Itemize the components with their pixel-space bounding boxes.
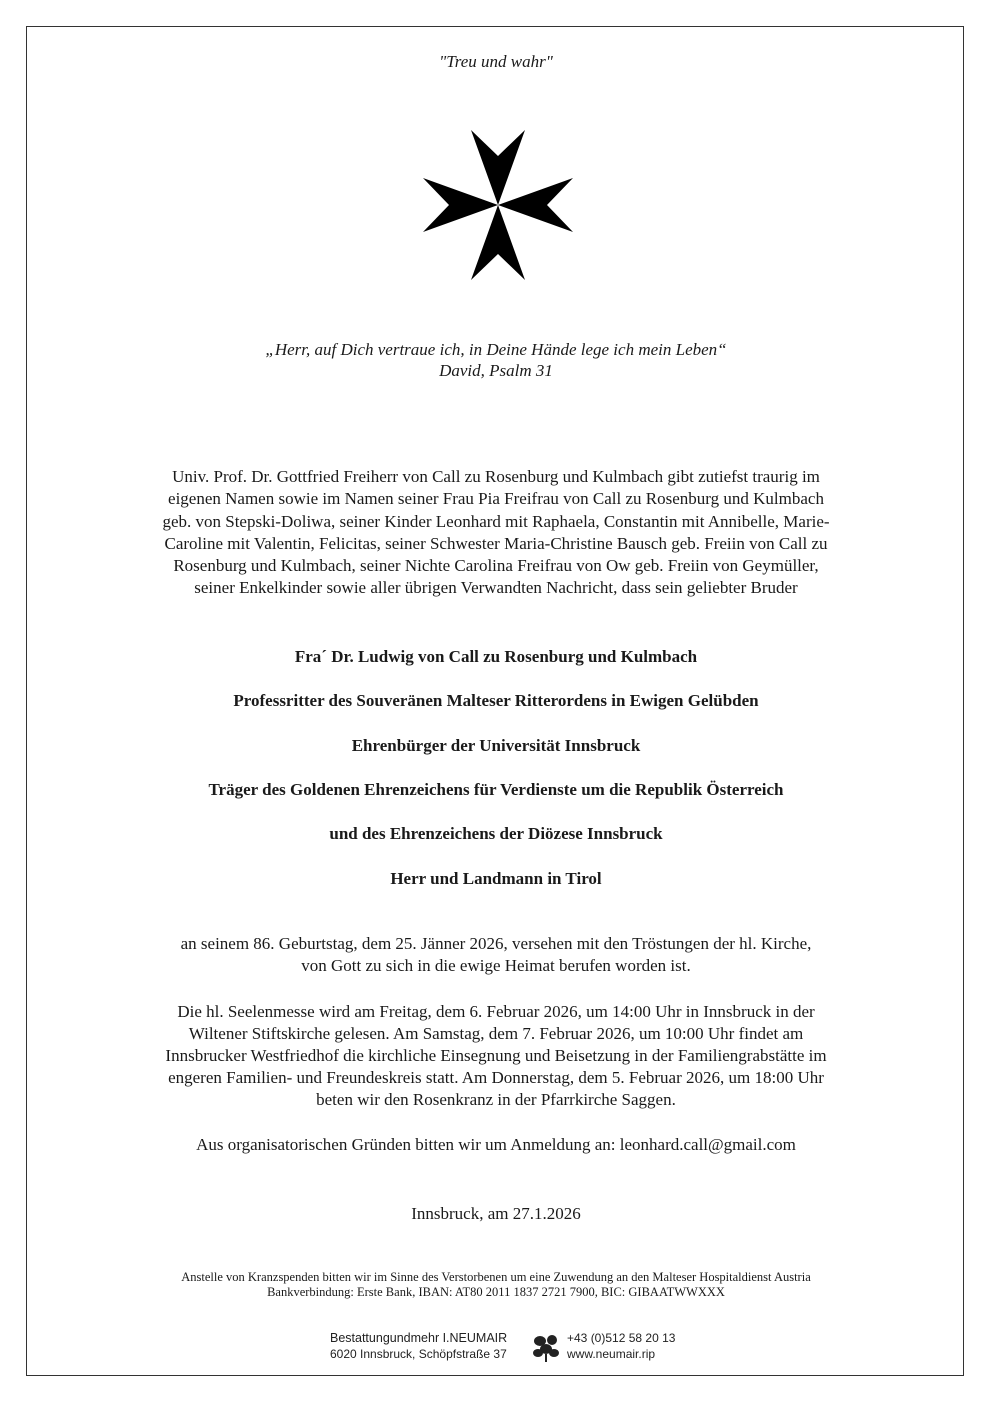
deceased-title: Ehrenbürger der Universität Innsbruck [351,736,641,755]
deceased-title: Träger des Goldenen Ehrenzeichens für Verdienste um die Republik Österreich [208,780,784,799]
psalm-quote-block [0,339,992,381]
deceased-title: und des Ehrenzeichens der Diözese Innsbruck [329,824,663,843]
death-line: von Gott zu sich in die ewige Heimat berufen worden ist. [301,956,691,975]
donation-line: Anstelle von Kranzspenden bitten wir im Sinne des Verstorbenen um eine Zuwendung an den Malteser Hospitaldienst Austria [181,1270,811,1284]
intro-line: eigenen Namen sowie im Namen seiner Frau Pia Freifrau von Call zu Rosenburg und Kulmbach [168,489,824,509]
ceremony-line: Innsbrucker Westfriedhof die kirchliche Einsegnung und Beisetzung in der Familiengrabstätte im [165,1046,827,1065]
funeral-home-footer [330,1330,690,1364]
intro-line: geb. von Stepski-Doliwa, seiner Kinder Leonhard mit Raphaela, Constantin mit Annibelle, Marie- [162,511,830,531]
deceased-name: Fra´ Dr. Ludwig von Call zu Rosenburg und Kulmbach [294,647,698,666]
bank-details: Bankverbindung: Erste Bank, IBAN: AT80 2011 1837 2721 7900, BIC: GIBAATWWXXX [267,1285,725,1299]
deceased-title: Professritter des Souveränen Malteser Ritterordens in Ewigen Gelübden [233,691,759,710]
ceremony-line: Wiltener Stiftskirche gelesen. Am Samstag, dem 7. Februar 2026, um 10:00 Uhr findet am [188,1024,804,1043]
funeral-home-phone: +43 (0)512 58 20 13 [567,1331,676,1345]
funeral-home-name: Bestattungundmehr I.NEUMAIR [330,1331,508,1345]
ceremony-paragraph [0,1001,992,1111]
flower-logo-icon [530,1332,562,1362]
intro-line: seiner Enkelkinder sowie aller übrigen Verwandten Nachricht, dass sein geliebter Bruder [194,578,798,598]
place-date: Innsbruck, am 27.1.2026 [411,1204,581,1223]
motto: "Treu und wahr" [439,52,553,71]
death-line: an seinem 86. Geburtstag, dem 25. Jänner 2026, versehen mit den Tröstungen der hl. Kirche, [180,934,812,953]
ceremony-line: beten wir den Rosenkranz in der Pfarrkirche Saggen. [316,1090,676,1109]
ceremony-line: engeren Familien- und Freundeskreis statt. Am Donnerstag, dem 5. Februar 2026, um 18:00 Uhr [168,1068,824,1087]
intro-line: Univ. Prof. Dr. Gottfried Freiherr von Call zu Rosenburg und Kulmbach gibt zutiefst traurig im [172,467,820,486]
donation-note [0,1270,992,1300]
death-paragraph [0,933,992,977]
maltese-cross-icon [413,120,583,290]
registration-text: Aus organisatorischen Gründen bitten wir um Anmeldung an: leonhard.call@gmail.com [196,1135,796,1154]
intro-line: Caroline mit Valentin, Felicitas, seiner Schwester Maria-Christine Bausch geb. Freiin von Call zu [164,533,828,553]
deceased-title: Herr und Landmann in Tirol [390,869,602,888]
psalm-quote: „Herr, auf Dich vertraue ich, in Deine Hände lege ich mein Leben“ [265,340,727,359]
psalm-source: David, Psalm 31 [439,361,553,380]
funeral-home-website[interactable]: www.neumair.rip [567,1347,656,1361]
intro-paragraph [0,466,992,600]
ceremony-line: Die hl. Seelenmesse wird am Freitag, dem 6. Februar 2026, um 14:00 Uhr in Innsbruck in der [177,1002,815,1021]
funeral-home-address: 6020 Innsbruck, Schöpfstraße 37 [330,1347,507,1361]
intro-line: Rosenburg und Kulmbach, seiner Nichte Carolina Freifrau von Ow geb. Freiin von Geymüller, [173,556,819,576]
